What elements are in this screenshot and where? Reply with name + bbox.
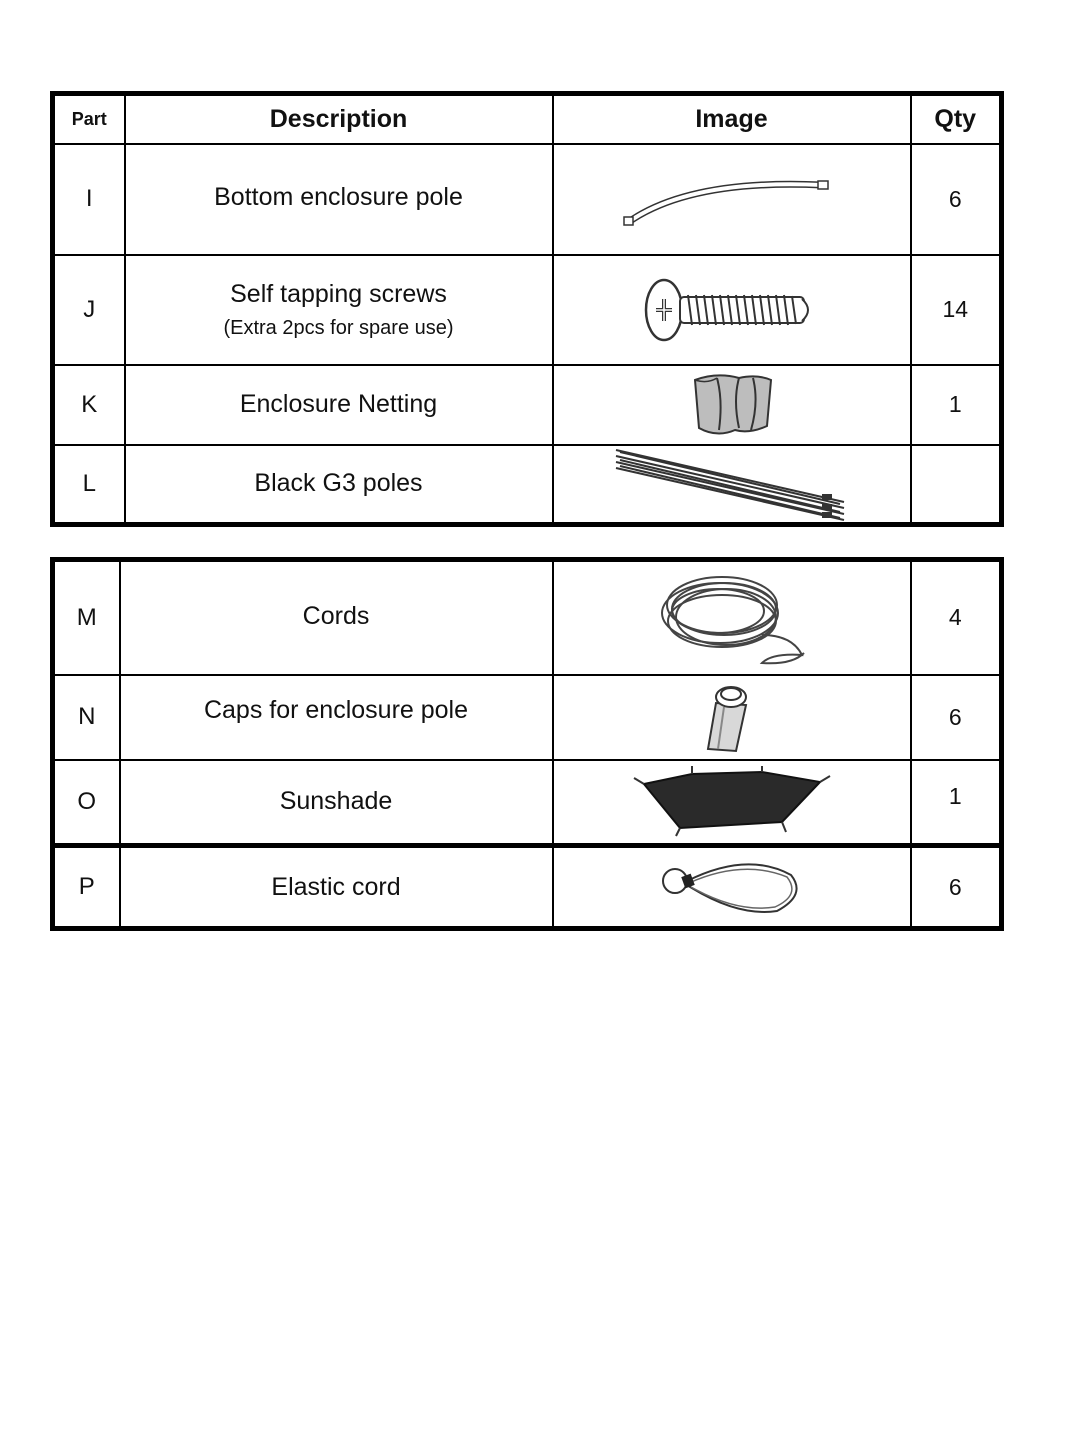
header-image: Image bbox=[553, 94, 911, 144]
curved-pole-icon bbox=[622, 169, 842, 229]
part-description bbox=[120, 846, 553, 929]
part-description bbox=[120, 760, 553, 846]
part-image bbox=[553, 560, 911, 675]
part-description bbox=[120, 675, 553, 760]
sunshade-icon bbox=[632, 766, 832, 838]
part-image bbox=[553, 365, 911, 445]
part-image bbox=[553, 445, 911, 525]
table-row bbox=[53, 560, 1002, 675]
part-description bbox=[125, 144, 553, 255]
part-code: L bbox=[53, 445, 125, 525]
part-description-text: Bottom enclosure pole bbox=[214, 182, 463, 211]
part-qty: 6 bbox=[911, 846, 1002, 929]
part-description-text: Enclosure Netting bbox=[239, 390, 438, 418]
part-code: O bbox=[53, 760, 120, 846]
part-description bbox=[125, 445, 553, 525]
part-description-text: Black G3 poles bbox=[254, 469, 423, 498]
part-image bbox=[553, 675, 911, 760]
header-part: Part bbox=[53, 94, 125, 144]
parts-table-1 bbox=[50, 91, 1004, 527]
cord-coil-icon bbox=[652, 565, 812, 670]
part-description-text: Caps for enclosure pole bbox=[203, 695, 469, 724]
table-row bbox=[53, 675, 1002, 760]
part-description-text: Cords bbox=[302, 602, 370, 630]
part-qty: 6 bbox=[911, 675, 1002, 760]
part-description-text: Elastic cord bbox=[271, 872, 401, 901]
part-image bbox=[553, 846, 911, 929]
table-row bbox=[53, 760, 1002, 846]
parts-table-2 bbox=[50, 557, 1004, 931]
part-description-note: (Extra 2pcs for spare use) bbox=[223, 316, 454, 339]
part-description bbox=[125, 365, 553, 445]
header-description: Description bbox=[125, 94, 553, 144]
part-code: J bbox=[53, 255, 125, 365]
part-description bbox=[120, 560, 553, 675]
part-code: K bbox=[53, 365, 125, 445]
part-code: M bbox=[53, 560, 120, 675]
part-description-text: Self tapping screws bbox=[230, 279, 447, 308]
part-code: I bbox=[53, 144, 125, 255]
part-qty: 1 bbox=[911, 365, 1002, 445]
header-qty: Qty bbox=[911, 94, 1002, 144]
elastic-cord-icon bbox=[657, 855, 807, 919]
table-row bbox=[53, 255, 1002, 365]
table-row bbox=[53, 445, 1002, 525]
part-image bbox=[553, 144, 911, 255]
part-description bbox=[125, 255, 553, 365]
part-qty: 14 bbox=[911, 255, 1002, 365]
table-header-row bbox=[53, 94, 1002, 144]
part-code: N bbox=[53, 675, 120, 760]
netting-icon bbox=[687, 370, 777, 440]
part-qty: 6 bbox=[911, 144, 1002, 255]
screw-icon bbox=[642, 275, 822, 345]
part-description-text: Sunshade bbox=[279, 787, 393, 816]
table-row bbox=[53, 846, 1002, 929]
part-image bbox=[553, 255, 911, 365]
part-qty: 4 bbox=[911, 560, 1002, 675]
part-code: P bbox=[53, 846, 120, 929]
part-image bbox=[553, 760, 911, 846]
pole-cap-icon bbox=[702, 681, 762, 753]
table-row bbox=[53, 365, 1002, 445]
poles-bundle-icon bbox=[612, 446, 852, 521]
part-qty bbox=[911, 445, 1002, 525]
part-qty: 1 bbox=[911, 760, 1002, 846]
table-row bbox=[53, 144, 1002, 255]
